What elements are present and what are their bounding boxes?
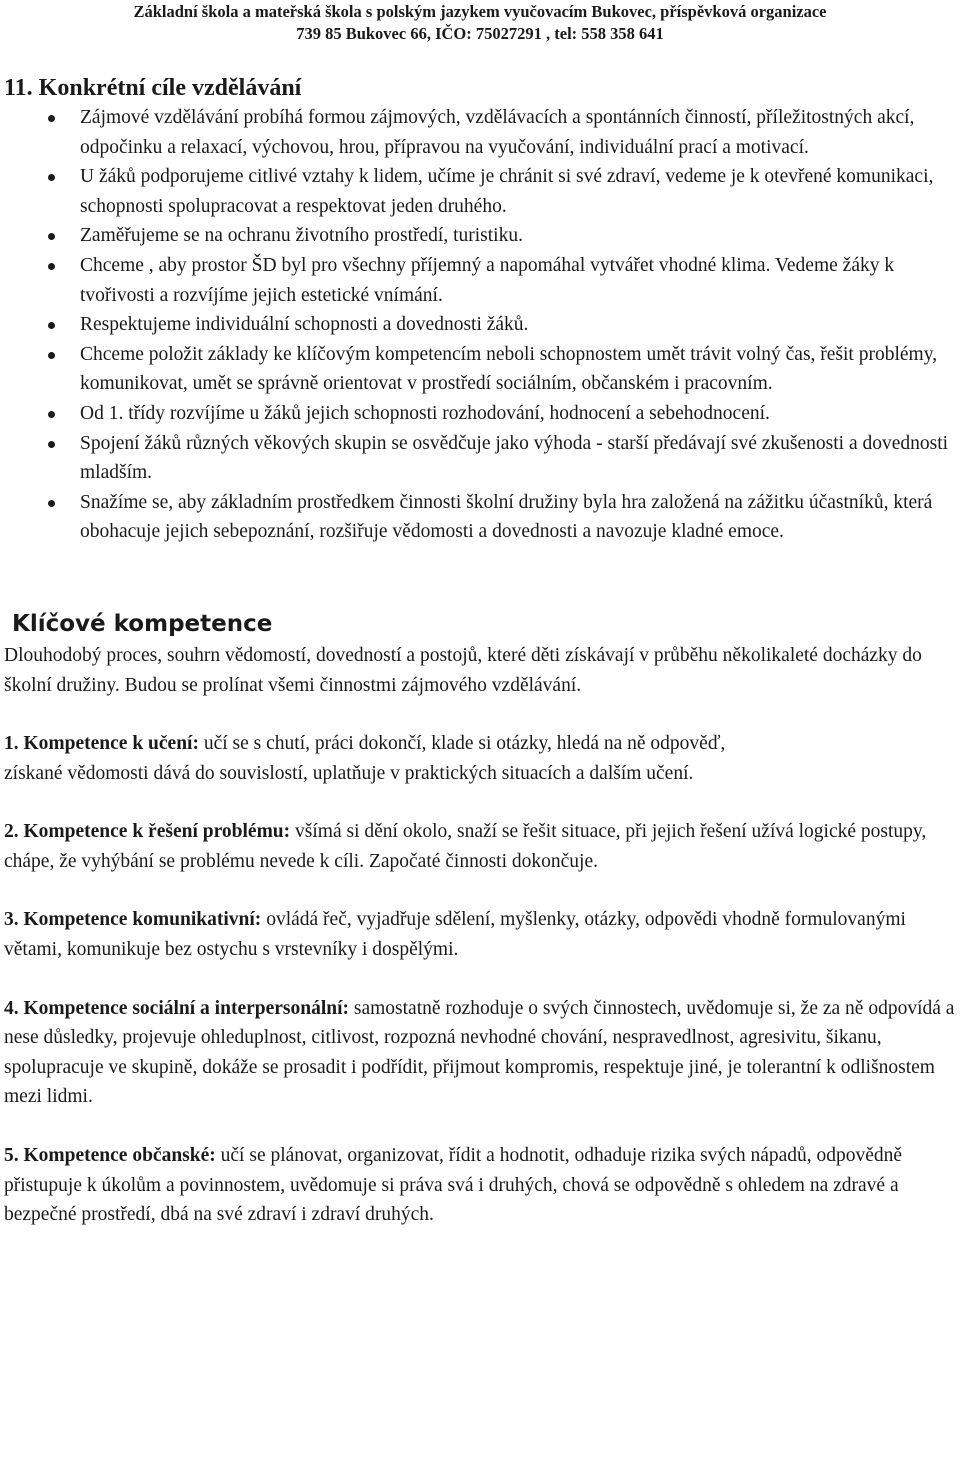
competence-label: 5. Kompetence občanské: <box>4 1145 216 1167</box>
competence-label: 4. Kompetence sociální a interpersonální: <box>4 997 350 1019</box>
competences-title: Klíčové kompetence <box>12 610 273 637</box>
bullet-icon <box>48 352 55 359</box>
list-item: Chceme , aby prostor ŠD byl pro všechny příjemný a napomáhal vytvářet vhodné klima. Vedeme žáky k tvořivosti a rozvíjíme jejich estetické vnímání. <box>4 251 956 310</box>
competence-paragraph <box>4 1141 956 1230</box>
bullet-icon <box>48 441 55 448</box>
competence-label: 3. Kompetence komunikativní: <box>4 909 262 931</box>
competence-paragraph <box>4 817 956 876</box>
competence-text: ovládá řeč, vyjadřuje sdělení, myšlenky, otázky, odpovědi vhodně formulovanými větami, komunikuje bez ostychu s vrstevníky i dospělými. <box>4 909 906 961</box>
document-header <box>4 0 956 45</box>
list-item: Zaměřujeme se na ochranu životního prostředí, turistiku. <box>4 221 956 251</box>
competences-intro: Dlouhodobý proces, souhrn vědomostí, dovedností a postojů, které děti získávají v průběhu několikaleté docházky do školní družiny. Budou se prolínat všemi činnostmi zájmového vzdělávání. <box>4 644 922 696</box>
list-item: Zájmové vzdělávání probíhá formou zájmových, vzdělávacích a spontánních činností, příležitostných akcí, odpočinku a relaxací, výchovou, hrou, přípravou na vyučování, individuální prací a motivací. <box>4 103 956 162</box>
list-item: Snažíme se, aby základním prostředkem činnosti školní družiny byla hra založená na zážitku účastníků, která obohacuje jejich sebepoznání, rozšiřuje vědomosti a dovednosti a navozuje kladné emoce. <box>4 488 956 547</box>
competence-label: 1. Kompetence k učení: <box>4 733 199 755</box>
section-title: 11. Konkrétní cíle vzdělávání <box>4 75 302 101</box>
competence-paragraph <box>4 729 956 788</box>
bullet-icon <box>48 322 55 329</box>
list-item: Chceme položit základy ke klíčovým kompetencím neboli schopnostem umět trávit volný čas, řešit problémy, komunikovat, umět se správně orientovat v prostředí sociálním, občanském i pracovním. <box>4 340 956 399</box>
list-item: Respektujeme individuální schopnosti a dovednosti žáků. <box>4 310 956 340</box>
competence-text: učí se s chutí, práci dokončí, klade si otázky, hledá na ně odpověď, <box>198 733 726 755</box>
competence-text: samostatně rozhoduje o svých činnostech, uvědomuje si, že za ně odpovídá a nese důsledky, projevuje ohleduplnost, citlivost, rozpozná nevhodné chování, nespravedlnost, agresivitu, šikanu, spolupracuje ve skupině, dokáže se prosadit i podřídit, přijmout kompromis, respektuje jiné, je tolerantní k odlišnostem mezi lidmi. <box>4 997 955 1108</box>
header-school-name: Základní škola a mateřská škola s polským jazykem vyučovacím Bukovec, příspěvková organizace <box>133 2 827 21</box>
competence-text: všímá si dění okolo, snaží se řešit situace, při jejich řešení užívá logické postupy, chápe, že vyhýbání se problému nevede k cíli. Započaté činnosti dokončuje. <box>4 821 927 872</box>
competence-text: učí se plánovat, organizovat, řídit a hodnotit, odhaduje rizika svých nápadů, odpovědně přistupuje k úkolům a povinnostem, uvědomuje si práva svá i druhých, chová se odpovědně s ohledem na zdravé a bezpečné prostředí, dbá na své zdraví i zdraví druhých. <box>4 1145 903 1226</box>
header-address: 739 85 Bukovec 66, IČO: 75027291 , tel: 558 358 641 <box>296 24 664 43</box>
competence-paragraph <box>4 994 956 1112</box>
competence-paragraph <box>4 905 956 964</box>
bullet-icon <box>48 263 55 270</box>
list-item: Od 1. třídy rozvíjíme u žáků jejich schopnosti rozhodování, hodnocení a sebehodnocení. <box>4 399 956 429</box>
list-item: U žáků podporujeme citlivé vztahy k lidem, učíme je chránit si své zdraví, vedeme je k otevřené komunikaci, schopnosti spolupracovat a respektovat jeden druhého. <box>4 162 956 221</box>
competence-text: získané vědomosti dává do souvislostí, uplatňuje v praktických situacích a dalším učení. <box>4 762 694 784</box>
list-item: Spojení žáků různých věkových skupin se osvědčuje jako výhoda - starší předávají své zkušenosti a dovednosti mladším. <box>4 429 956 488</box>
goals-list <box>4 103 956 547</box>
competence-label: 2. Kompetence k řešení problému: <box>4 821 291 843</box>
bullet-icon <box>48 115 55 122</box>
bullet-icon <box>48 500 55 507</box>
bullet-icon <box>48 411 55 418</box>
bullet-icon <box>48 174 55 181</box>
bullet-icon <box>48 233 55 240</box>
